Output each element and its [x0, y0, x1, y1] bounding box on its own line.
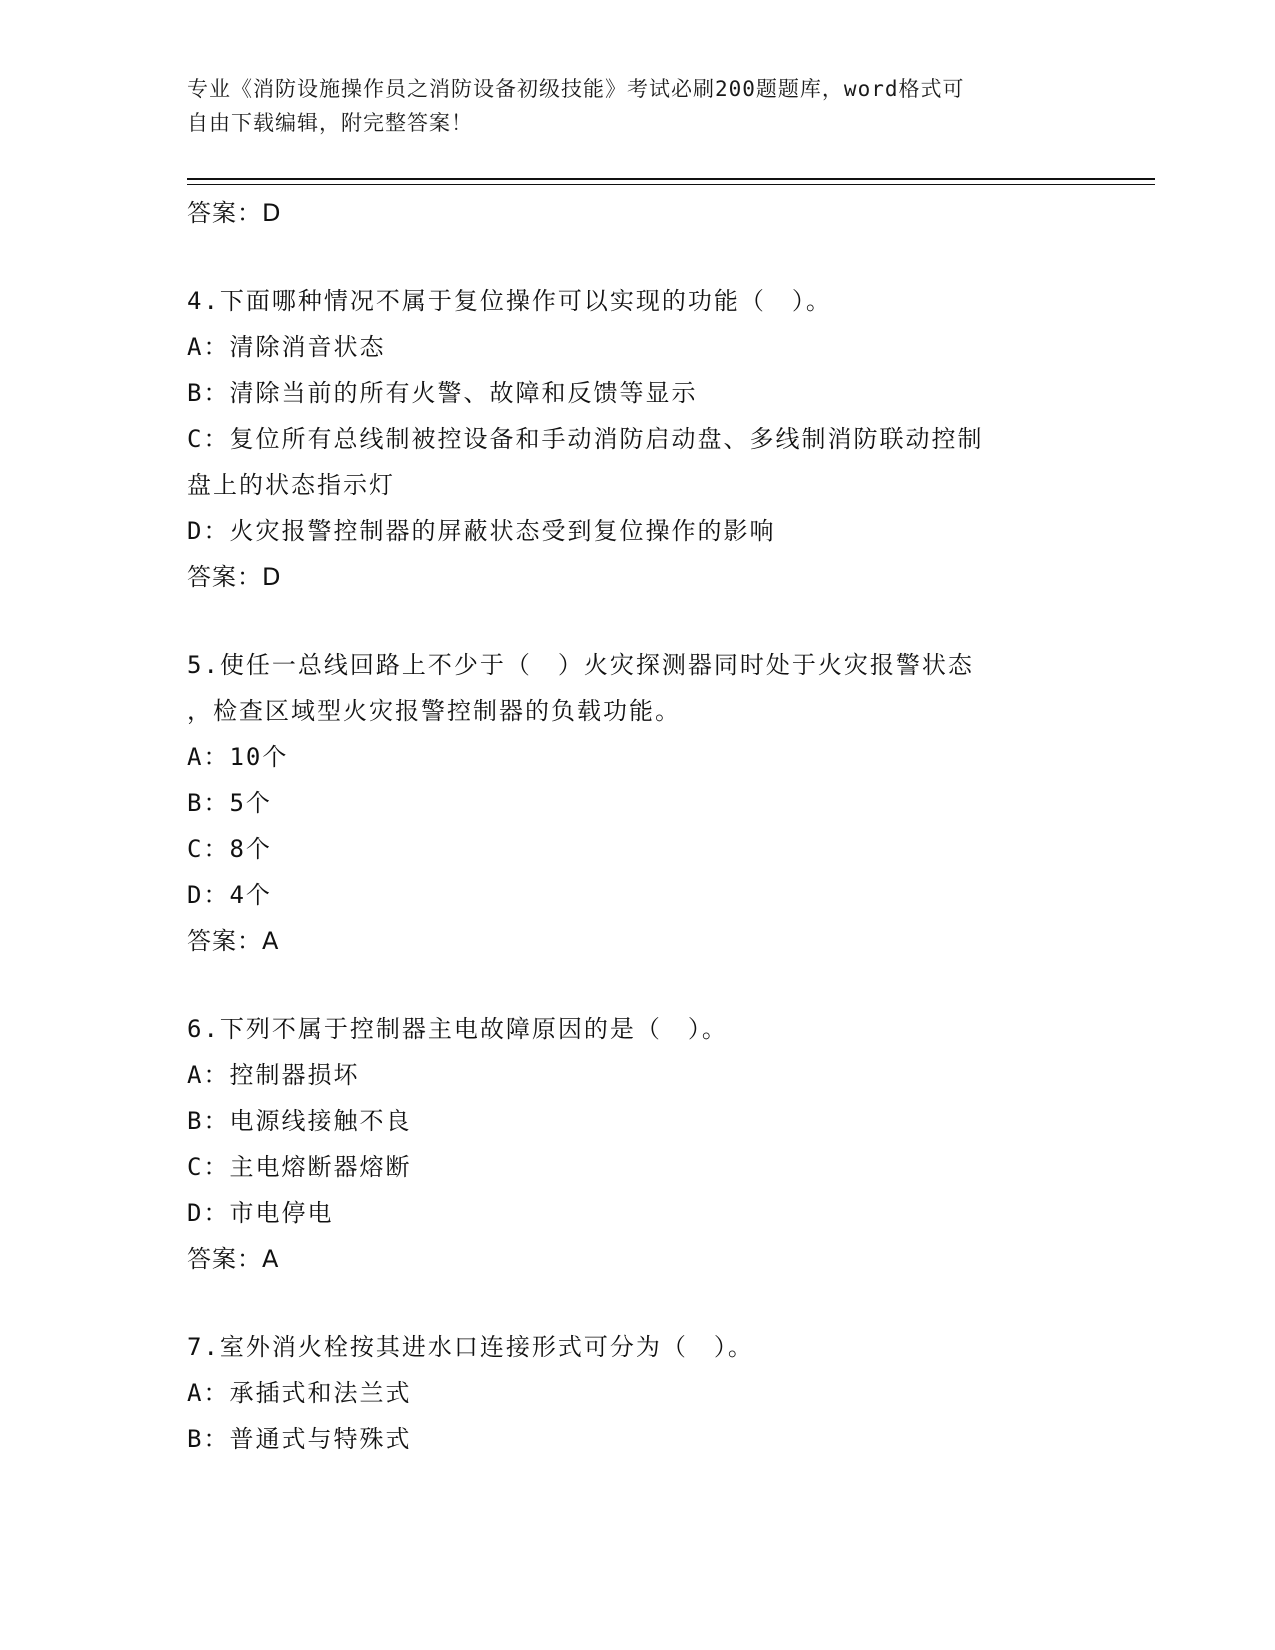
question-item	[187, 1324, 1087, 1462]
question-stem: 6.下列不属于控制器主电故障原因的是（ ）。	[187, 1015, 728, 1043]
answer-line: 答案：A	[187, 927, 280, 955]
option-c: C：主电熔断器熔断	[187, 1153, 412, 1181]
question-stem: 5.使任一总线回路上不少于（ ）火灾探测器同时处于火灾报警状态	[187, 651, 974, 679]
answer-line: 答案：D	[187, 563, 282, 591]
answer-line: 答案：D	[187, 199, 282, 227]
option-b: B：电源线接触不良	[187, 1107, 412, 1135]
option-d: D：4个	[187, 881, 272, 909]
option-b: B：清除当前的所有火警、故障和反馈等显示	[187, 379, 698, 407]
option-a: A：10个	[187, 743, 289, 771]
header-line-2: 自由下载编辑，附完整答案！	[187, 111, 473, 135]
option-d: D：市电停电	[187, 1199, 334, 1227]
option-b: B：普通式与特殊式	[187, 1425, 412, 1453]
option-c-continued: 盘上的状态指示灯	[187, 471, 395, 499]
question-item	[187, 642, 1087, 964]
question-stem-continued: ，检查区域型火灾报警控制器的负载功能。	[187, 697, 681, 725]
question-stem: 4.下面哪种情况不属于复位操作可以实现的功能（ ）。	[187, 287, 832, 315]
question-item	[187, 1006, 1087, 1282]
answer-line: 答案：A	[187, 1245, 280, 1273]
option-c: C：8个	[187, 835, 272, 863]
question-stem: 7.室外消火栓按其进水口连接形式可分为（ ）。	[187, 1333, 754, 1361]
option-a: A：控制器损坏	[187, 1061, 360, 1089]
question-item	[187, 278, 1087, 600]
question-list	[187, 190, 1087, 1462]
header-line-1: 专业《消防设施操作员之消防设备初级技能》考试必刷200题题库，word格式可	[187, 77, 965, 101]
option-a: A：承插式和法兰式	[187, 1379, 412, 1407]
option-d: D：火灾报警控制器的屏蔽状态受到复位操作的影响	[187, 517, 776, 545]
document-header	[187, 72, 1067, 140]
option-c: C：复位所有总线制被控设备和手动消防启动盘、多线制消防联动控制	[187, 425, 984, 453]
option-a: A：清除消音状态	[187, 333, 386, 361]
option-b: B：5个	[187, 789, 272, 817]
header-divider-thin	[187, 184, 1155, 185]
header-divider-thick	[187, 178, 1155, 180]
